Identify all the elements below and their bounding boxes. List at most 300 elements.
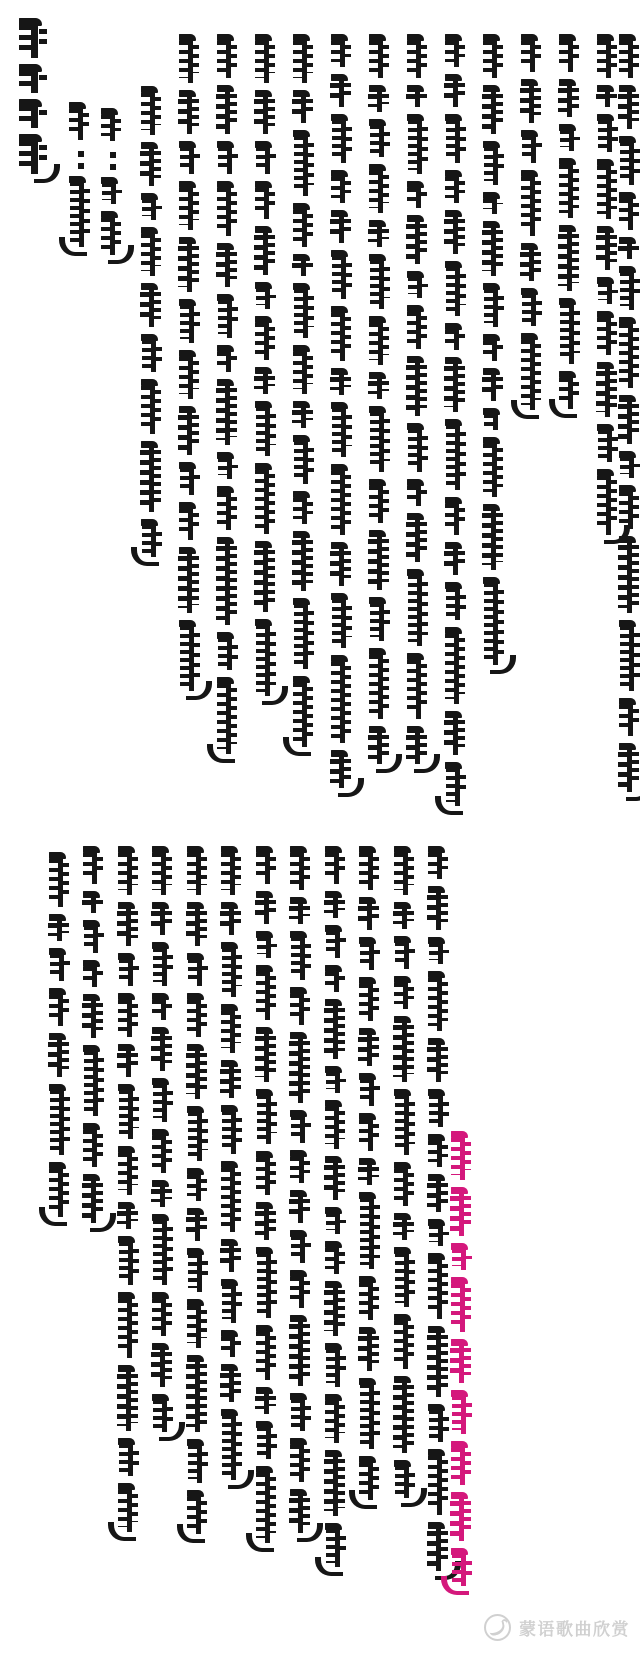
mongolian-word	[368, 258, 394, 309]
mongolian-word	[482, 38, 508, 78]
mongolian-word	[186, 1252, 212, 1292]
lyric-line	[151, 850, 177, 1432]
mongolian-word	[117, 1150, 143, 1195]
mongolian-word	[324, 1245, 350, 1274]
mongolian-word	[406, 483, 432, 506]
mongolian-word	[186, 1048, 212, 1099]
mongolian-word	[450, 1281, 476, 1332]
mongolian-word	[186, 1172, 212, 1201]
mongolian-word	[406, 517, 432, 562]
mongolian-word	[292, 258, 318, 276]
mongolian-word	[358, 1077, 384, 1106]
mongolian-word	[324, 1160, 350, 1200]
mongolian-word	[368, 38, 394, 78]
mongolian-word	[393, 1251, 419, 1307]
lyric-line	[393, 850, 419, 1498]
mongolian-word	[151, 1398, 177, 1432]
mongolian-word	[324, 895, 350, 918]
mongolian-word	[68, 106, 94, 140]
mongolian-word	[330, 468, 356, 535]
mongolian-word	[330, 118, 356, 163]
mongolian-word	[117, 1296, 143, 1358]
mongolian-word	[406, 219, 432, 264]
mongolian-word	[444, 715, 470, 755]
mongolian-word	[117, 1088, 143, 1139]
mongolian-word	[289, 1493, 315, 1533]
mongolian-word	[406, 730, 432, 764]
mongolian-word	[330, 546, 356, 586]
mongolian-word	[220, 1165, 246, 1232]
mongolian-word	[324, 929, 350, 958]
lyric-line	[330, 38, 356, 788]
mongolian-word	[178, 551, 204, 613]
mongolian-word	[330, 78, 356, 107]
mongolian-word	[100, 181, 126, 204]
mongolian-word	[186, 850, 212, 895]
mongolian-word	[216, 349, 242, 372]
mongolian-word	[82, 895, 108, 913]
mongolian-word	[289, 850, 315, 890]
mongolian-word	[140, 383, 166, 434]
mongolian-word	[186, 997, 212, 1037]
mongolian-word	[289, 1442, 315, 1482]
mongolian-word	[178, 303, 204, 343]
mongolian-word	[324, 1398, 350, 1443]
mongolian-word	[330, 38, 356, 67]
mongolian-word	[450, 1343, 476, 1383]
lyric-line	[186, 850, 212, 1534]
mongolian-word	[117, 906, 143, 946]
mongolian-word	[368, 123, 394, 157]
mongolian-word	[330, 372, 356, 395]
mongolian-word	[82, 1178, 108, 1223]
mongolian-word	[406, 360, 432, 416]
mongolian-word	[151, 850, 177, 895]
mongolian-word	[151, 1347, 177, 1387]
mongolian-word	[255, 1425, 281, 1459]
mongolian-word	[254, 545, 280, 612]
mongolian-word	[216, 636, 242, 670]
mongolian-word	[358, 1382, 384, 1449]
mongolian-word	[292, 134, 318, 196]
mongolian-word	[140, 338, 166, 372]
mongolian-word	[68, 180, 94, 247]
mongolian-word	[178, 466, 204, 495]
mongolian-word	[358, 1162, 384, 1185]
mongolian-word	[82, 964, 108, 987]
mongolian-word	[368, 652, 394, 719]
mongolian-word	[618, 196, 640, 230]
mongolian-word	[330, 174, 356, 203]
mongolian-word	[358, 981, 384, 1021]
mongolian-word	[427, 890, 453, 930]
mongolian-word	[255, 1329, 281, 1380]
mongolian-word	[482, 225, 508, 276]
mongolian-word	[330, 214, 356, 243]
mongolian-word	[368, 320, 394, 365]
mongolian-word	[324, 1285, 350, 1336]
mongolian-word	[48, 1088, 74, 1155]
mongolian-word	[618, 702, 640, 736]
mongolian-word	[289, 901, 315, 924]
watermark-logo-icon	[484, 1614, 511, 1641]
mongolian-word	[618, 270, 640, 310]
mongolian-word	[406, 573, 432, 646]
mongolian-word	[358, 1117, 384, 1151]
mongolian-word	[330, 254, 356, 299]
mongolian-word	[254, 320, 280, 360]
mongolian-word	[18, 138, 52, 174]
mongolian-word	[520, 337, 546, 410]
mongolian-word	[117, 1487, 143, 1532]
mongolian-word	[406, 309, 432, 349]
mongolian-word	[618, 89, 640, 129]
lyric-line	[254, 38, 280, 696]
mongolian-word	[254, 371, 280, 394]
mongolian-word	[427, 1093, 453, 1127]
mongolian-word	[558, 375, 584, 409]
mongolian-word	[444, 78, 470, 107]
mongolian-word	[220, 1109, 246, 1154]
mongolian-word	[220, 1368, 246, 1402]
mongolian-word	[393, 1020, 419, 1082]
mongolian-word	[292, 439, 318, 484]
lyric-line	[48, 856, 74, 1217]
mongolian-word	[254, 38, 280, 83]
mongolian-word	[444, 214, 470, 254]
mongolian-word	[292, 38, 318, 83]
mongolian-word	[393, 1093, 419, 1155]
mongolian-word	[289, 1234, 315, 1263]
lyric-line	[255, 850, 281, 1543]
mongolian-word	[406, 657, 432, 719]
credit-line	[68, 106, 94, 247]
mongolian-word	[292, 602, 318, 669]
mongolian-word	[254, 405, 280, 456]
credit-line	[100, 112, 126, 255]
mongolian-word	[324, 969, 350, 992]
mongolian-word	[406, 38, 432, 78]
mongolian-word	[520, 174, 546, 236]
mongolian-word	[324, 1070, 350, 1093]
mongolian-word	[255, 935, 281, 958]
song-title	[18, 22, 52, 174]
mongolian-word	[186, 1212, 212, 1241]
mongolian-word	[151, 906, 177, 935]
mongolian-word	[618, 489, 640, 529]
mongolian-word	[151, 1184, 177, 1207]
mongolian-word	[393, 1380, 419, 1453]
mongolian-word	[520, 83, 546, 123]
attribution-line	[450, 1135, 476, 1586]
mongolian-word	[368, 224, 394, 247]
mongolian-word	[482, 581, 508, 665]
mongolian-word	[330, 659, 356, 743]
mongolian-word	[178, 354, 204, 399]
mongolian-word	[289, 1194, 315, 1223]
mongolian-word	[482, 145, 508, 185]
mongolian-word	[393, 1217, 419, 1240]
mongolian-word	[393, 1166, 419, 1206]
mongolian-word	[220, 906, 246, 935]
lyric-line	[520, 38, 546, 410]
mongolian-word	[324, 1527, 350, 1567]
mongolian-word	[117, 1240, 143, 1285]
mongolian-word	[140, 197, 166, 220]
lyric-line	[444, 38, 470, 806]
mongolian-word	[406, 118, 432, 174]
mongolian-word	[216, 185, 242, 236]
mongolian-word	[254, 94, 280, 134]
lyric-line	[289, 850, 315, 1533]
mongolian-word	[255, 969, 281, 1020]
mongolian-word	[100, 215, 126, 255]
mongolian-word	[393, 980, 419, 1009]
mongolian-word	[289, 935, 315, 980]
mongolian-word	[178, 145, 204, 174]
mongolian-word	[358, 1032, 384, 1066]
mongolian-word	[368, 534, 394, 590]
mongolian-word	[427, 975, 453, 1031]
mongolian-word	[117, 997, 143, 1037]
mongolian-word	[444, 501, 470, 535]
mongolian-word	[178, 185, 204, 230]
mongolian-word	[254, 230, 280, 275]
mongolian-word	[289, 991, 315, 1025]
mongolian-word	[482, 412, 508, 430]
mongolian-word	[289, 1397, 315, 1431]
mongolian-word	[186, 1359, 212, 1432]
mongolian-word	[444, 265, 470, 316]
mongolian-word	[289, 1114, 315, 1143]
mongolian-word	[178, 410, 204, 455]
mongolian-word	[358, 941, 384, 970]
mongolian-word	[393, 850, 419, 895]
mongolian-word	[393, 1464, 419, 1498]
mongolian-word	[220, 1413, 246, 1480]
mongolian-word	[216, 247, 242, 287]
mongolian-word	[151, 1031, 177, 1071]
mongolian-word	[330, 406, 356, 457]
mongolian-word	[292, 94, 318, 123]
mongolian-word	[558, 162, 584, 218]
mongolian-word	[520, 38, 546, 72]
mongolian-word	[140, 146, 166, 186]
mongolian-word	[450, 1552, 476, 1586]
mongolian-word	[254, 467, 280, 534]
mongolian-word	[444, 586, 470, 620]
mongolian-word	[482, 338, 508, 361]
mongolian-word	[358, 1460, 384, 1500]
mongolian-word	[520, 247, 546, 281]
lyric-line	[117, 850, 143, 1532]
mongolian-word	[254, 145, 280, 174]
mongolian-word	[618, 140, 640, 185]
mongolian-word	[220, 1064, 246, 1098]
mongolian-word	[140, 523, 166, 557]
mongolian-word	[406, 275, 432, 298]
lyric-line	[292, 38, 318, 747]
mongolian-word	[330, 310, 356, 361]
mongolian-word	[520, 292, 546, 326]
mongolian-word	[117, 850, 143, 895]
mongolian-word	[444, 38, 470, 67]
mongolian-word	[292, 405, 318, 428]
mongolian-word	[100, 112, 126, 141]
mongolian-word	[48, 992, 74, 1026]
mongolian-word	[558, 128, 584, 151]
mongolian-word	[178, 624, 204, 691]
mongolian-word	[450, 1496, 476, 1541]
mongolian-colon	[78, 151, 84, 169]
mongolian-word	[117, 1048, 143, 1077]
mongolian-word	[368, 483, 394, 523]
mongolian-word	[618, 321, 640, 388]
mongolian-word	[82, 1127, 108, 1167]
mongolian-word	[330, 597, 356, 648]
mongolian-word	[220, 1283, 246, 1323]
mongolian-word	[450, 1394, 476, 1434]
mongolian-word	[216, 490, 242, 530]
mongolian-word	[255, 895, 281, 924]
mongolian-word	[450, 1247, 476, 1270]
mongolian-word	[444, 766, 470, 806]
mongolian-word	[216, 681, 242, 754]
mongolian-word	[618, 624, 640, 691]
mongolian-word	[117, 1442, 143, 1476]
mongolian-word	[216, 383, 242, 445]
mongolian-word	[618, 38, 640, 78]
mongolian-word	[427, 1042, 453, 1082]
mongolian-word	[292, 680, 318, 747]
mongolian-word	[482, 89, 508, 134]
mongolian-word	[393, 906, 419, 929]
mongolian-word	[216, 456, 242, 479]
mongolian-word	[482, 508, 508, 570]
mongolian-word	[255, 1155, 281, 1195]
mongolian-word	[358, 850, 384, 890]
mongolian-word	[254, 286, 280, 309]
mongolian-word	[324, 1347, 350, 1387]
mongolian-word	[450, 1191, 476, 1236]
mongolian-word	[289, 1154, 315, 1183]
mongolian-word	[178, 38, 204, 83]
mongolian-word	[406, 89, 432, 107]
mongolian-word	[254, 185, 280, 219]
mongolian-word	[255, 850, 281, 884]
mongolian-word	[220, 1008, 246, 1053]
mongolian-word	[216, 298, 242, 338]
lyric-line	[358, 850, 384, 1500]
mongolian-word	[220, 946, 246, 997]
mongolian-word	[289, 1274, 315, 1308]
mongolian-word	[48, 918, 74, 941]
mongolian-word	[368, 168, 394, 213]
mongolian-word	[618, 747, 640, 792]
mongolian-word	[324, 850, 350, 884]
mongolian-word	[18, 68, 52, 93]
mongolian-word	[216, 541, 242, 625]
mongolian-word	[140, 231, 166, 276]
mongolian-word	[450, 1445, 476, 1485]
mongolian-word	[151, 1082, 177, 1122]
mongolian-word	[558, 229, 584, 291]
mongolian-word	[358, 1280, 384, 1320]
mongolian-word	[48, 1166, 74, 1217]
lyric-line	[140, 90, 166, 557]
mongolian-word	[151, 1296, 177, 1336]
mongolian-word	[255, 1251, 281, 1318]
mongolian-word	[216, 38, 242, 78]
lyric-line	[618, 38, 640, 792]
mongolian-word	[117, 1206, 143, 1229]
mongolian-word	[117, 957, 143, 986]
lyric-line	[82, 850, 108, 1223]
mongolian-word	[358, 1331, 384, 1371]
mongolian-word	[368, 376, 394, 399]
mongolian-word	[450, 1135, 476, 1180]
mongolian-word	[482, 441, 508, 497]
mongolian-word	[18, 22, 52, 58]
mongolian-word	[151, 1133, 177, 1173]
mongolian-word	[482, 372, 508, 401]
mongolian-word	[444, 327, 470, 350]
mongolian-word	[520, 134, 546, 163]
mongolian-word	[482, 196, 508, 214]
mongolian-word	[255, 1470, 281, 1543]
mongolian-word	[254, 623, 280, 696]
mongolian-word	[618, 540, 640, 613]
mongolian-word	[117, 1369, 143, 1431]
mongolian-word	[186, 957, 212, 986]
mongolian-word	[368, 730, 394, 764]
mongolian-word	[482, 287, 508, 327]
mongolian-word	[292, 349, 318, 394]
mongolian-word	[186, 1303, 212, 1348]
mongolian-word	[255, 1391, 281, 1414]
mongolian-word	[393, 1318, 419, 1369]
mongolian-word	[358, 1196, 384, 1269]
mongolian-word	[151, 946, 177, 986]
mongolian-word	[558, 302, 584, 364]
mongolian-word	[216, 89, 242, 134]
mongolian-word	[292, 207, 318, 247]
mongolian-word	[292, 535, 318, 591]
mongolian-word	[618, 399, 640, 444]
mongolian-word	[186, 1110, 212, 1161]
mongolian-word	[255, 1093, 281, 1144]
lyric-line	[482, 38, 508, 665]
mongolian-word	[220, 1334, 246, 1357]
mongolian-word	[140, 90, 166, 135]
lyric-line	[220, 850, 246, 1480]
mongolian-word	[186, 1443, 212, 1483]
mongolian-word	[18, 103, 52, 128]
mongolian-word	[618, 241, 640, 259]
mongolian-word	[216, 145, 242, 174]
mongolian-word	[427, 941, 453, 964]
watermark-text: 蒙语歌曲欣赏	[519, 1620, 630, 1639]
mongolian-word	[444, 546, 470, 575]
mongolian-word	[255, 1206, 281, 1240]
mongolian-word	[368, 410, 394, 472]
mongolian-word	[178, 241, 204, 292]
lyric-line	[178, 38, 204, 691]
lyric-line	[406, 38, 432, 764]
lyric-line	[558, 38, 584, 409]
mongolian-word	[618, 455, 640, 478]
lyric-line	[368, 38, 394, 764]
